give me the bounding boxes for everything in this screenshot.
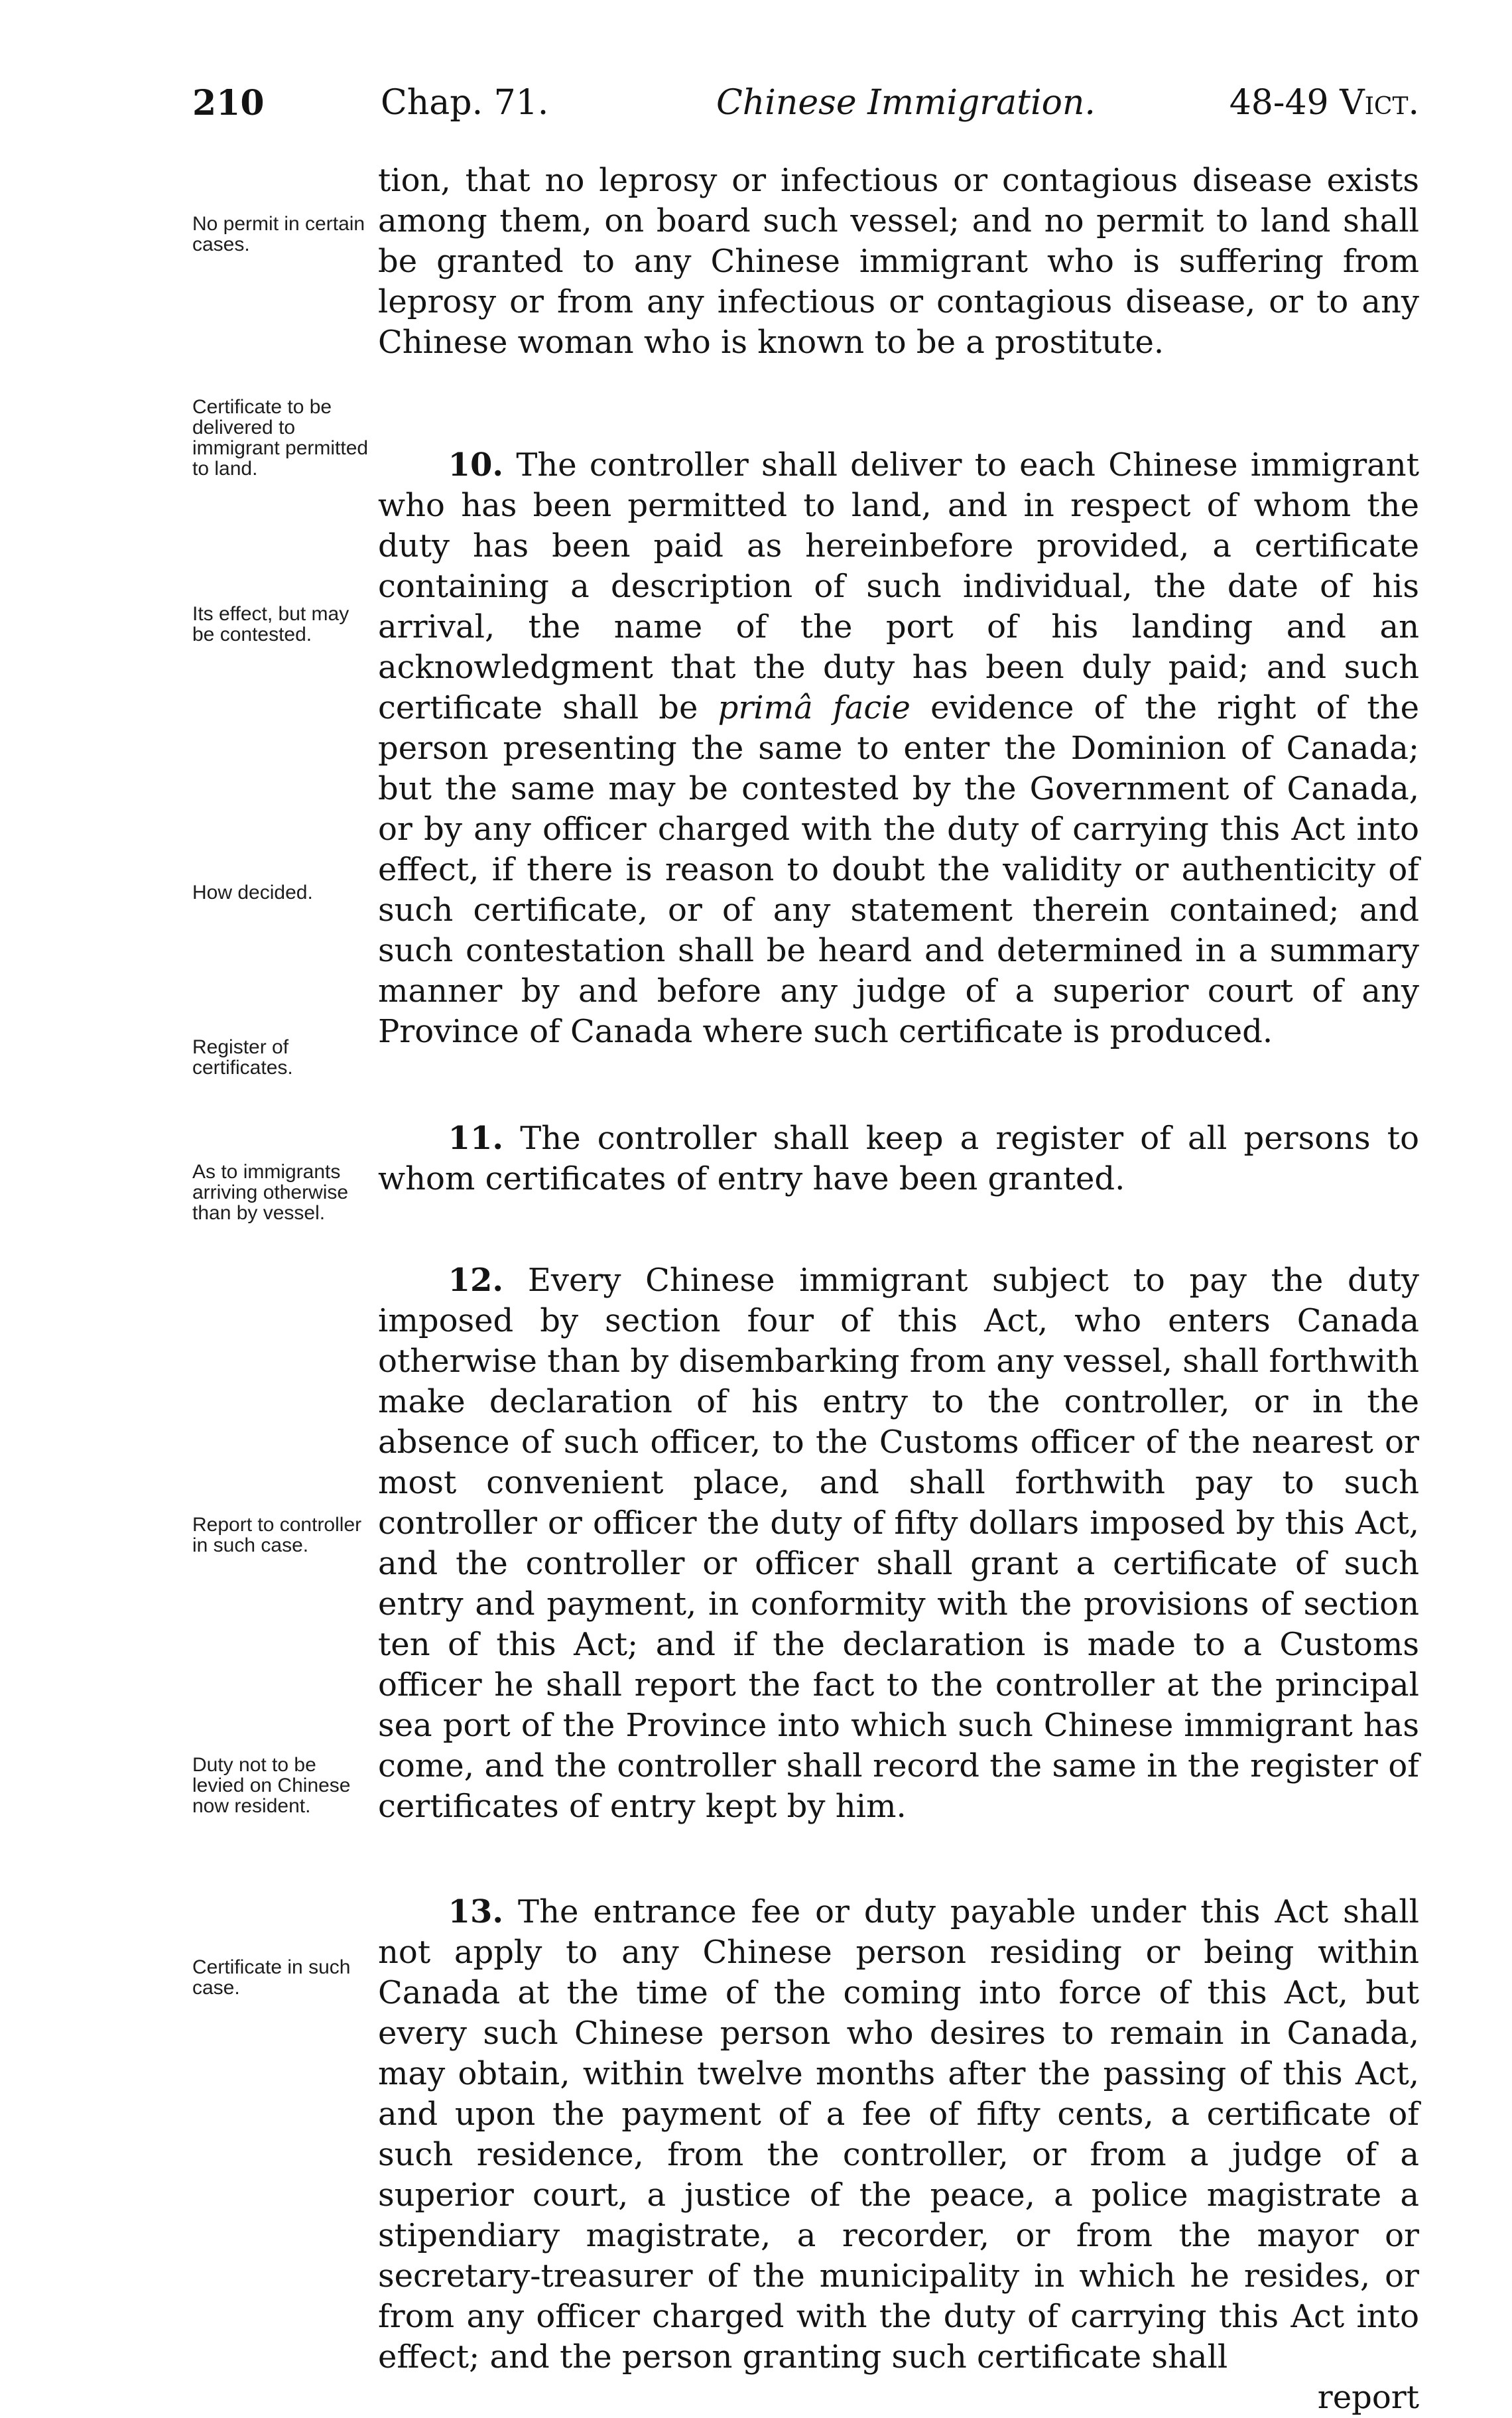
sidenote-its-effect: Its effect, but may be contested.	[192, 603, 349, 645]
section-text: Every Chinese immigrant subject to pay the duty imposed by section four of this Act, who enters Canada otherwise than by disembarking from any vessel, shall forthwith make declaration of his entry to the controller, or in the absence of such officer, to the Customs officer of the nearest or most convenient place, and shall forthwith pay to such controller or officer the duty of fifty dollars imposed by this Act, and the controller or officer shall grant a certificate of such entry and payment, in conformity with the provisions of section ten of this Act; and if the declaration is made to a Customs officer he shall report the fact to the controller at the principal sea port of the Province into which such Chinese immigrant has come, and the controller shall record the same in the register of certificates of entry kept by him.	[378, 1262, 1420, 1825]
running-title: Chinese Immigration.	[716, 83, 1096, 123]
page-number: 210	[192, 83, 265, 123]
sidenote-no-permit: No permit in certain cases.	[192, 213, 365, 255]
sidenote-how-decided: How decided.	[192, 882, 313, 904]
sidenote-immigrants-otherwise: As to immigrants arriving otherwise than by vessel.	[192, 1161, 349, 1224]
section-number: 12.	[448, 1262, 504, 1299]
section-text-continued: evidence of the right of the person presenting the same to enter the Dominion of Canada; but the same may be contested by the Government of Canada, or by any officer charged with the duty of carrying this Act into effect, if there is reason to doubt the validity or authenticity of such certificate, or of any statement therein contained; and such contestation shall be heard and determined in a summary manner by and before any judge of a superior court of any Province of Canada where such certificate is produced.	[378, 689, 1419, 1050]
sidenote-certificate-delivered: Certificate to be delivered to immigrant permitted to land.	[192, 396, 369, 480]
section-number: 10.	[448, 446, 504, 484]
catchword: report	[1317, 2379, 1419, 2416]
sidenote-register: Register of certificates.	[192, 1036, 293, 1079]
section-10	[378, 445, 1419, 1052]
section-text: The controller shall keep a register of all persons to whom certificates of entry have been granted.	[378, 1120, 1419, 1197]
section-13	[378, 1892, 1419, 2378]
regnal-year: 48-49 Vict.	[1229, 83, 1419, 123]
section-12	[378, 1260, 1419, 1827]
section-text: The entrance fee or duty payable under this Act shall not apply to any Chinese person residing or being within Canada at the time of the coming into force of this Act, but every such Chinese person who desires to remain in Canada, may obtain, within twelve months after the passing of this Act, and upon the payment of a fee of fifty cents, a certificate of such residence, from the controller, or from a judge of a superior court, a justice of the peace, a police magistrate a stipendiary magistrate, a recorder, or from the mayor or secretary-treasurer of the municipality in which he resides, or from any officer charged with the duty of carrying this Act into effect; and the person granting such certificate shall	[378, 1893, 1419, 2376]
sidenote-report-to-controller: Report to controller in such case.	[192, 1514, 362, 1556]
section-text: The controller shall deliver to each Chinese immigrant who has been permitted to land, and in respect of whom the duty has been paid as hereinbefore provided, a certificate containing a description of such individual, the date of his arrival, the name of the port of his landing and an acknowledgment that the duty has been duly paid; and such certificate shall be	[378, 446, 1420, 726]
sidenote-duty-not-levied: Duty not to be levied on Chinese now resident.	[192, 1754, 351, 1817]
chapter-label: Chap. 71.	[381, 83, 549, 123]
section-number: 13.	[448, 1893, 504, 1930]
main-text	[378, 161, 1419, 2418]
continuation-paragraph: tion, that no leprosy or infectious or contagious disease exists among them, on board such vessel; and no permit to land shall be granted to any Chinese immigrant who is suffering from leprosy or from any infectious or contagious disease, or to any Chinese woman who is known to be a prostitute.	[378, 162, 1419, 361]
italic-phrase: primâ facie	[718, 689, 911, 726]
running-header	[0, 70, 1512, 129]
section-number: 11.	[448, 1120, 504, 1157]
sidenote-certificate-in-such-case: Certificate in such case.	[192, 1956, 351, 1999]
section-11	[378, 1118, 1419, 1199]
